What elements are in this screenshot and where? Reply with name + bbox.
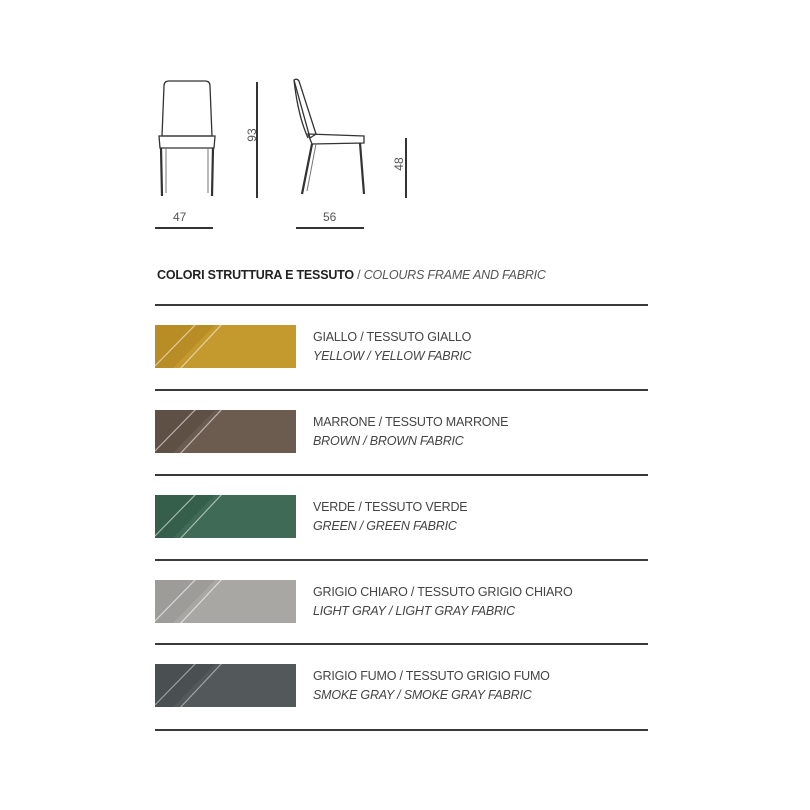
swatch-light-gray-graphic [155, 580, 296, 623]
heading-italian: COLORI STRUTTURA E TESSUTO [157, 268, 354, 282]
swatch-smoke-gray [155, 664, 296, 707]
color-name-italian: GIALLO / TESSUTO GIALLO [313, 330, 472, 344]
divider [155, 389, 648, 391]
divider [155, 643, 648, 645]
color-row-brown [313, 413, 508, 451]
swatch-green [155, 495, 296, 538]
heading-english: COLOURS FRAME AND FABRIC [363, 268, 546, 282]
swatch-brown [155, 410, 296, 453]
heading-separator: / [357, 268, 361, 282]
height-dimension-label: 93 [245, 128, 259, 142]
front-width-label: 47 [173, 210, 187, 224]
color-row-green [313, 498, 467, 536]
swatch-smoke-gray-graphic [155, 664, 296, 707]
color-name-english: BROWN / BROWN FABRIC [313, 434, 464, 448]
color-name-italian: MARRONE / TESSUTO MARRONE [313, 415, 509, 429]
color-row-yellow [313, 328, 471, 366]
swatch-light-gray [155, 580, 296, 623]
divider [155, 559, 648, 561]
color-name-english: LIGHT GRAY / LIGHT GRAY FABRIC [313, 604, 515, 618]
color-name-italian: GRIGIO FUMO / TESSUTO GRIGIO FUMO [313, 669, 550, 683]
seat-height-label: 48 [392, 157, 406, 171]
side-depth-dimension-line [296, 227, 364, 229]
color-name-italian: GRIGIO CHIARO / TESSUTO GRIGIO CHIARO [313, 585, 573, 599]
color-name-english: YELLOW / YELLOW FABRIC [313, 349, 472, 363]
divider-top [155, 304, 648, 306]
swatch-green-graphic [155, 495, 296, 538]
divider [155, 474, 648, 476]
color-row-light-gray [313, 583, 573, 621]
swatch-yellow [155, 325, 296, 368]
chair-side-view-drawing [288, 76, 373, 201]
color-name-italian: VERDE / TESSUTO VERDE [313, 500, 468, 514]
color-name-english: GREEN / GREEN FABRIC [313, 519, 457, 533]
side-depth-label: 56 [323, 210, 337, 224]
color-row-smoke-gray [313, 667, 550, 705]
front-width-dimension-line [155, 227, 213, 229]
swatch-brown-graphic [155, 410, 296, 453]
colors-heading [157, 268, 546, 282]
color-name-english: SMOKE GRAY / SMOKE GRAY FABRIC [313, 688, 532, 702]
divider-bottom [155, 729, 648, 731]
swatch-yellow-graphic [155, 325, 296, 368]
chair-front-view-drawing [150, 78, 225, 203]
